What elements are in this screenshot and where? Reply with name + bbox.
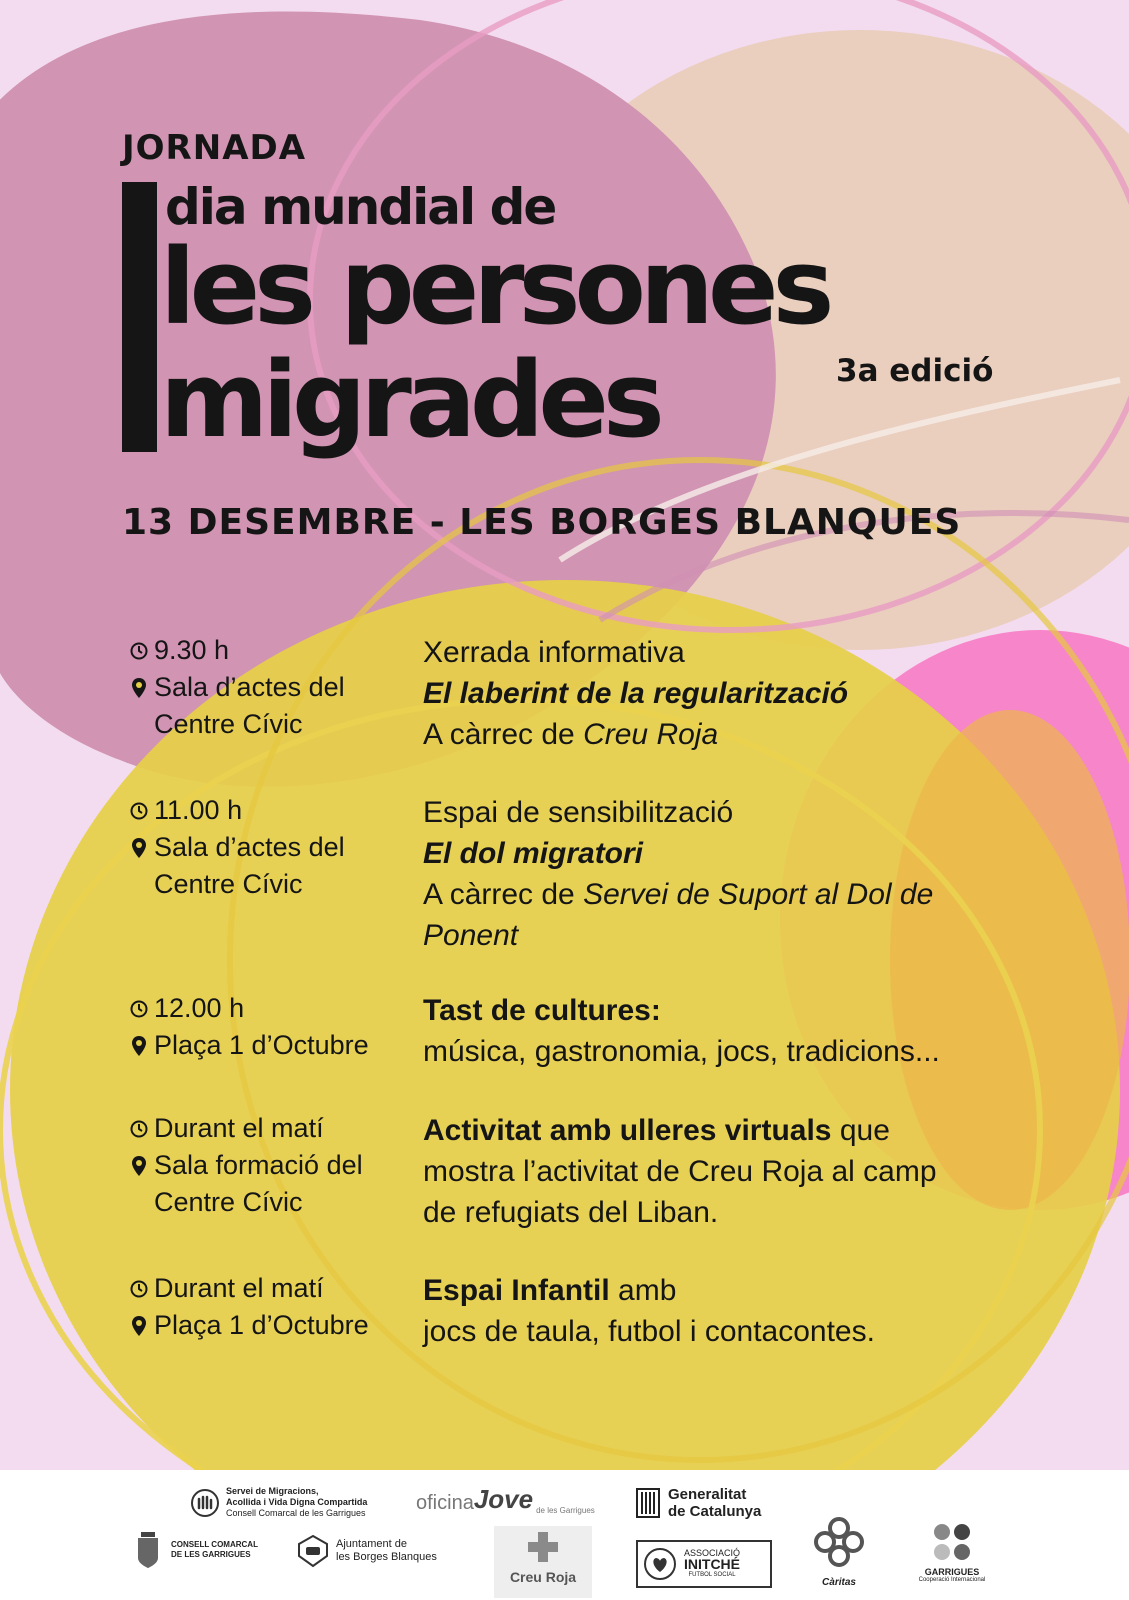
initche-line-1: ASSOCIACIÓ bbox=[684, 1547, 741, 1558]
clock-icon bbox=[128, 802, 150, 820]
oficina-text: oficina bbox=[416, 1492, 474, 1514]
logo-initche bbox=[636, 1540, 772, 1588]
ajuntament-line-2: les Borges Blanques bbox=[336, 1551, 437, 1563]
bull-shield-icon bbox=[296, 1534, 330, 1568]
event-desc-1: que bbox=[831, 1114, 890, 1147]
event-by-prefix: A càrrec de bbox=[423, 718, 584, 751]
title-line-1: dia mundial de bbox=[165, 178, 556, 236]
logo-ajuntament bbox=[296, 1534, 437, 1568]
catalan-flag-icon bbox=[636, 1488, 660, 1518]
event-title: El dol migratori bbox=[423, 837, 644, 870]
creu-roja-label: Creu Roja bbox=[509, 1569, 577, 1585]
event-kind: Espai de sensibilització bbox=[423, 796, 734, 829]
migracions-line-1: Servei de Migracions, bbox=[226, 1486, 319, 1496]
edition: 3a edició bbox=[836, 353, 994, 389]
generalitat-line-2: de Catalunya bbox=[668, 1503, 762, 1520]
event-place: Plaça 1 d’Octubre bbox=[154, 1310, 369, 1340]
hands-icon bbox=[190, 1488, 220, 1518]
logo-consell bbox=[135, 1530, 258, 1570]
dateline: 13 DESEMBRE - LES BORGES BLANQUES bbox=[122, 502, 962, 543]
event-desc-3: de refugiats del Liban. bbox=[423, 1196, 719, 1229]
event-kind: Xerrada informativa bbox=[423, 636, 685, 669]
heart-ball-icon bbox=[642, 1546, 678, 1582]
migracions-line-2: Acollida i Vida Digna Compartida bbox=[226, 1497, 368, 1507]
initche-line-2: INITCHÉ bbox=[684, 1555, 740, 1572]
event-by-name: Servei de Suport al Dol de bbox=[583, 878, 934, 911]
event-by-name: Creu Roja bbox=[583, 718, 719, 751]
logo-migracions bbox=[190, 1486, 367, 1519]
event-title: Tast de cultures: bbox=[423, 994, 661, 1027]
event-desc-2: jocs de taula, futbol i contacontes. bbox=[423, 1315, 875, 1348]
garrigues-line-1: GARRIGUES bbox=[924, 1567, 980, 1577]
event-place-2: Centre Cívic bbox=[154, 1187, 303, 1217]
event-place: Plaça 1 d’Octubre bbox=[154, 1030, 369, 1060]
circles-icon bbox=[932, 1522, 972, 1562]
consell-line-1: CONSELL COMARCAL bbox=[171, 1540, 258, 1549]
event-title: Espai Infantil bbox=[423, 1274, 610, 1307]
garrigues-text: de les Garrigues bbox=[536, 1506, 595, 1515]
title-line-3: migrades bbox=[160, 339, 659, 461]
logo-garrigues-coop bbox=[904, 1522, 1000, 1583]
event-time: Durant el matí bbox=[154, 1113, 324, 1143]
logo-oficina-jove bbox=[416, 1484, 595, 1515]
logo-creu-roja bbox=[494, 1526, 592, 1598]
title-line-2: les persones bbox=[160, 226, 829, 348]
caritas-cross-icon bbox=[811, 1514, 867, 1572]
logo-generalitat bbox=[636, 1486, 761, 1520]
map-pin-icon bbox=[128, 677, 150, 699]
event-place-2: Centre Cívic bbox=[154, 869, 303, 899]
clock-icon bbox=[128, 642, 150, 660]
event-desc: música, gastronomia, jocs, tradicions... bbox=[423, 1035, 940, 1068]
event-place: Sala formació del bbox=[154, 1150, 363, 1180]
event-title: El laberint de la regularització bbox=[423, 677, 849, 710]
shield-icon bbox=[135, 1530, 161, 1570]
event-place-2: Centre Cívic bbox=[154, 709, 303, 739]
event-place: Sala d’actes del bbox=[154, 672, 345, 702]
event-by-prefix: A càrrec de bbox=[423, 878, 584, 911]
clock-icon bbox=[128, 1280, 150, 1298]
consell-line-2: DE LES GARRIGUES bbox=[171, 1550, 251, 1559]
logo-caritas bbox=[804, 1514, 874, 1588]
clock-icon bbox=[128, 1120, 150, 1138]
event-place: Sala d’actes del bbox=[154, 832, 345, 862]
sponsor-footer bbox=[0, 1470, 1129, 1600]
caritas-label: Càritas bbox=[822, 1577, 856, 1588]
event-by-name-2: Ponent bbox=[423, 919, 519, 952]
kicker: JORNADA bbox=[122, 128, 307, 168]
clock-icon bbox=[128, 1000, 150, 1018]
event-time: Durant el matí bbox=[154, 1273, 324, 1303]
title-bar bbox=[122, 182, 157, 452]
map-pin-icon bbox=[128, 1315, 150, 1337]
migracions-line-3: Consell Comarcal de les Garrigues bbox=[226, 1508, 366, 1518]
garrigues-line-2: Cooperació Internacional bbox=[918, 1577, 986, 1583]
jove-text: Jove bbox=[473, 1484, 534, 1514]
cross-icon bbox=[526, 1530, 560, 1564]
event-desc-1: amb bbox=[609, 1274, 677, 1307]
map-pin-icon bbox=[128, 1035, 150, 1057]
map-pin-icon bbox=[128, 837, 150, 859]
map-pin-icon bbox=[128, 1155, 150, 1177]
initche-line-3: FUTBOL SOCIAL bbox=[688, 1571, 736, 1578]
event-time: 12.00 h bbox=[154, 993, 245, 1023]
event-desc-2: mostra l’activitat de Creu Roja al camp bbox=[423, 1155, 937, 1188]
event-time: 11.00 h bbox=[154, 795, 243, 825]
ajuntament-line-1: Ajuntament de bbox=[336, 1538, 407, 1550]
event-time: 9.30 h bbox=[154, 635, 230, 665]
event-title: Activitat amb ulleres virtuals bbox=[423, 1114, 832, 1147]
generalitat-line-1: Generalitat bbox=[668, 1486, 747, 1503]
